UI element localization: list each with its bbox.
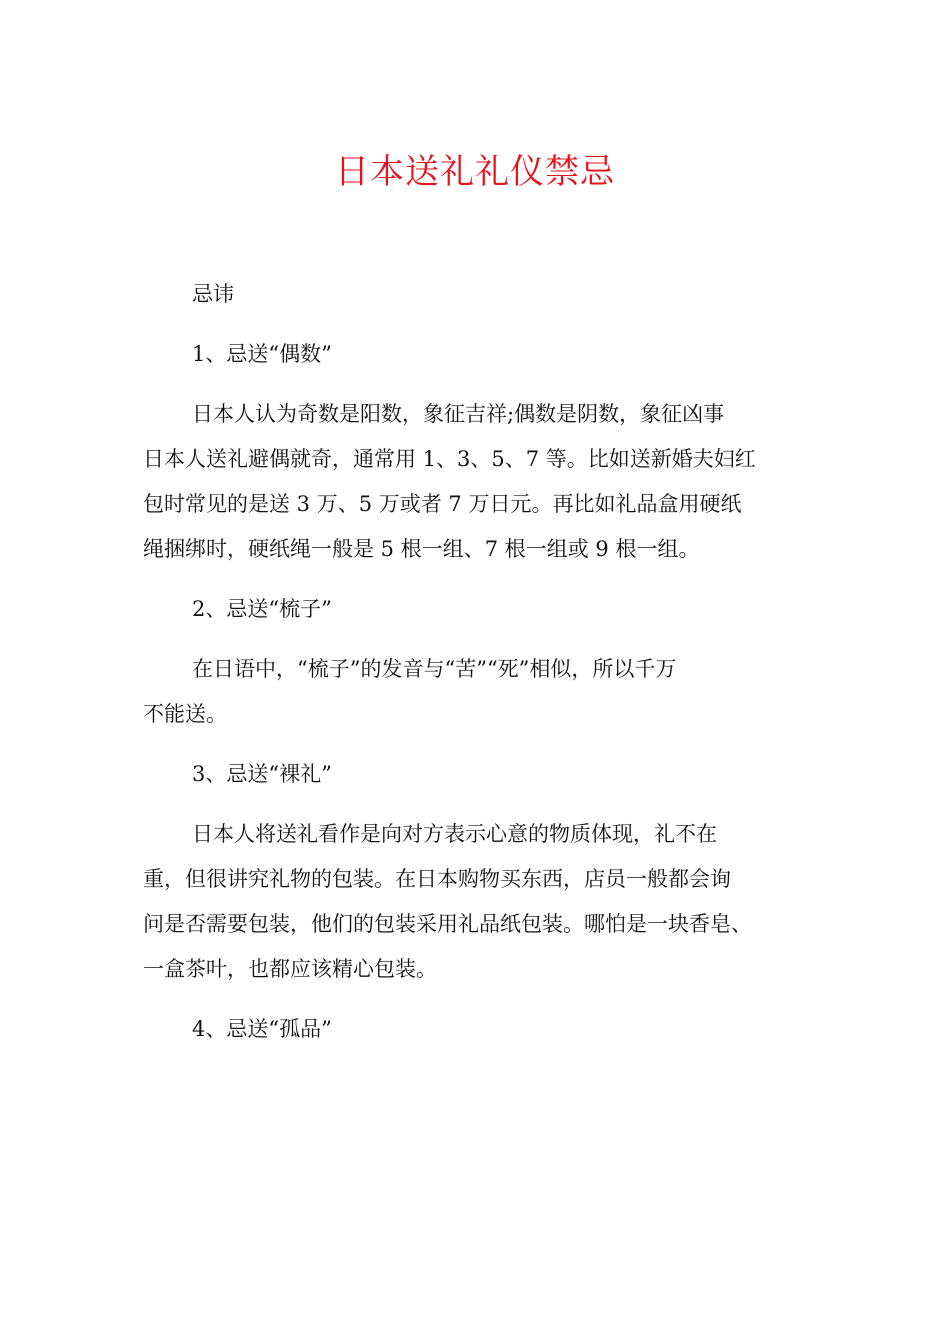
item-heading-4: 4、忌送“孤品” — [192, 1017, 332, 1041]
section-heading: 忌讳 — [192, 282, 234, 306]
document-title: 日本送礼礼仪禁忌 — [335, 152, 615, 192]
paragraph-line: 一盒茶叶，也都应该精心包装。 — [143, 957, 437, 981]
item-heading-1: 1、忌送“偶数” — [192, 342, 332, 366]
paragraph-1 — [143, 392, 823, 572]
paragraph-3 — [143, 812, 823, 992]
paragraph-line: 不能送。 — [143, 702, 227, 726]
document-body — [143, 272, 823, 1067]
paragraph-line: 绳捆绑时，硬纸绳一般是 5 根一组、7 根一组或 9 根一组。 — [143, 537, 700, 561]
item-heading-3: 3、忌送“裸礼” — [192, 762, 332, 786]
paragraph-line: 重，但很讲究礼物的包装。在日本购物买东西，店员一般都会询 — [143, 867, 731, 891]
paragraph-line: 日本人将送礼看作是向对方表示心意的物质体现，礼不在 — [192, 822, 717, 846]
paragraph-line: 在日语中，“梳子”的发音与“苦”“死”相似，所以千万 — [192, 657, 677, 681]
paragraph-line: 日本人送礼避偶就奇，通常用 1、3、5、7 等。比如送新婚夫妇红 — [143, 447, 756, 471]
paragraph-line: 日本人认为奇数是阳数，象征吉祥;偶数是阴数，象征凶事 — [192, 402, 725, 426]
item-heading-2: 2、忌送“梳子” — [192, 597, 332, 621]
paragraph-2 — [143, 647, 823, 737]
paragraph-line: 问是否需要包装，他们的包装采用礼品纸包装。哪怕是一块香皂、 — [143, 912, 752, 936]
paragraph-line: 包时常见的是送 3 万、5 万或者 7 万日元。再比如礼品盒用硬纸 — [143, 492, 742, 516]
